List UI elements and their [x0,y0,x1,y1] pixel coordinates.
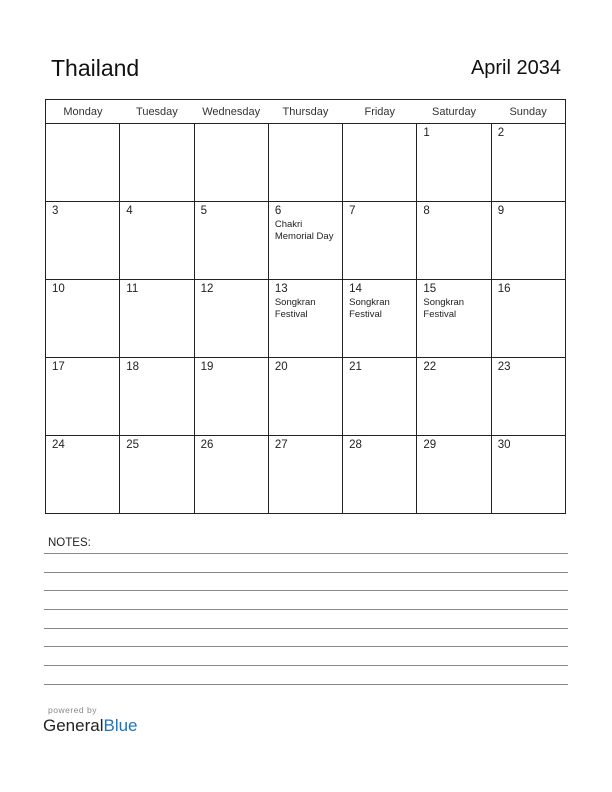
calendar-day-cell [268,202,342,280]
calendar-day-cell [491,202,565,280]
note-line [44,628,568,629]
weekday-header: Wednesday [194,100,268,124]
note-line [44,590,568,591]
calendar-day-cell [491,124,565,202]
day-number: 22 [423,361,437,373]
day-number: 23 [497,361,511,373]
day-number: 3 [52,205,59,217]
calendar-day-cell [417,124,491,202]
calendar-week-row [46,202,566,280]
calendar-day-cell [417,436,491,514]
calendar-day-cell [194,358,268,436]
day-number: 2 [497,127,505,139]
calendar-day-cell [343,124,417,202]
day-number: 11 [126,283,139,295]
day-number: 14 [349,283,362,295]
note-line [44,572,568,573]
weekday-header: Friday [343,100,417,124]
weekday-header-row [46,100,566,124]
day-number: 8 [423,205,430,217]
calendar-day-cell [120,436,194,514]
weekday-header: Sunday [491,100,565,124]
day-number: 29 [423,439,437,451]
calendar-day-cell [120,280,194,358]
note-line [44,609,568,610]
powered-by-text: powered by [48,705,97,715]
calendar-week-row [46,358,566,436]
month-year-title: April 2034 [470,57,561,79]
day-number: 25 [126,439,140,451]
holiday-label: Songkran Festival [423,297,465,320]
day-number: 5 [200,205,207,217]
weekday-header: Thursday [268,100,342,124]
country-title: Thailand [51,55,140,81]
day-number: 18 [126,361,140,373]
calendar-week-row [46,436,566,514]
calendar-day-cell [46,358,120,436]
day-number: 27 [274,439,288,451]
holiday-label: Songkran Festival [349,297,390,320]
calendar-day-cell [194,436,268,514]
calendar-day-cell [46,280,120,358]
day-number: 17 [52,361,65,373]
brand-name-part1: General [43,716,104,735]
brand-name-part2: Blue [103,716,138,735]
calendar-day-cell [120,202,194,280]
calendar-day-cell [194,280,268,358]
holiday-label: Songkran Festival [274,297,316,320]
calendar-day-cell [194,202,268,280]
calendar-day-cell [417,202,491,280]
calendar-week-row [46,124,566,202]
calendar-day-cell [268,358,342,436]
day-number: 21 [349,361,362,373]
notes-label: NOTES: [48,537,91,549]
day-number: 19 [200,361,214,373]
calendar-day-cell [491,358,565,436]
calendar-day-cell [343,280,417,358]
calendar-day-cell [120,358,194,436]
note-line [44,646,568,647]
calendar-day-cell [194,124,268,202]
weekday-header: Monday [46,100,120,124]
calendar-day-cell [343,358,417,436]
brand-logo [43,716,138,736]
day-number: 26 [200,439,214,451]
day-number: 20 [274,361,288,373]
calendar-day-cell [46,124,120,202]
calendar-day-cell [491,436,565,514]
calendar-day-cell [46,436,120,514]
note-line [44,684,568,685]
day-number: 7 [349,205,356,217]
calendar-day-cell [46,202,120,280]
calendar-day-cell [417,358,491,436]
day-number: 13 [274,283,288,295]
calendar-grid [45,99,566,514]
day-number: 10 [52,283,65,295]
day-number: 9 [497,205,505,217]
calendar-day-cell [417,280,491,358]
note-line [44,553,568,554]
day-number: 1 [423,127,430,139]
day-number: 30 [497,439,511,451]
calendar-day-cell [268,280,342,358]
calendar-week-row [46,280,566,358]
calendar-day-cell [491,280,565,358]
weekday-header: Saturday [417,100,491,124]
day-number: 4 [126,205,133,217]
day-number: 6 [274,205,282,217]
holiday-label: Chakri Memorial Day [274,219,334,242]
calendar-day-cell [268,436,342,514]
calendar-day-cell [343,202,417,280]
day-number: 24 [52,439,65,451]
weekday-header: Tuesday [120,100,194,124]
calendar-day-cell [268,124,342,202]
day-number: 12 [200,283,214,295]
day-number: 28 [349,439,362,451]
day-number: 16 [497,283,511,295]
day-number: 15 [423,283,437,295]
note-line [44,665,568,666]
calendar-day-cell [343,436,417,514]
calendar-day-cell [120,124,194,202]
